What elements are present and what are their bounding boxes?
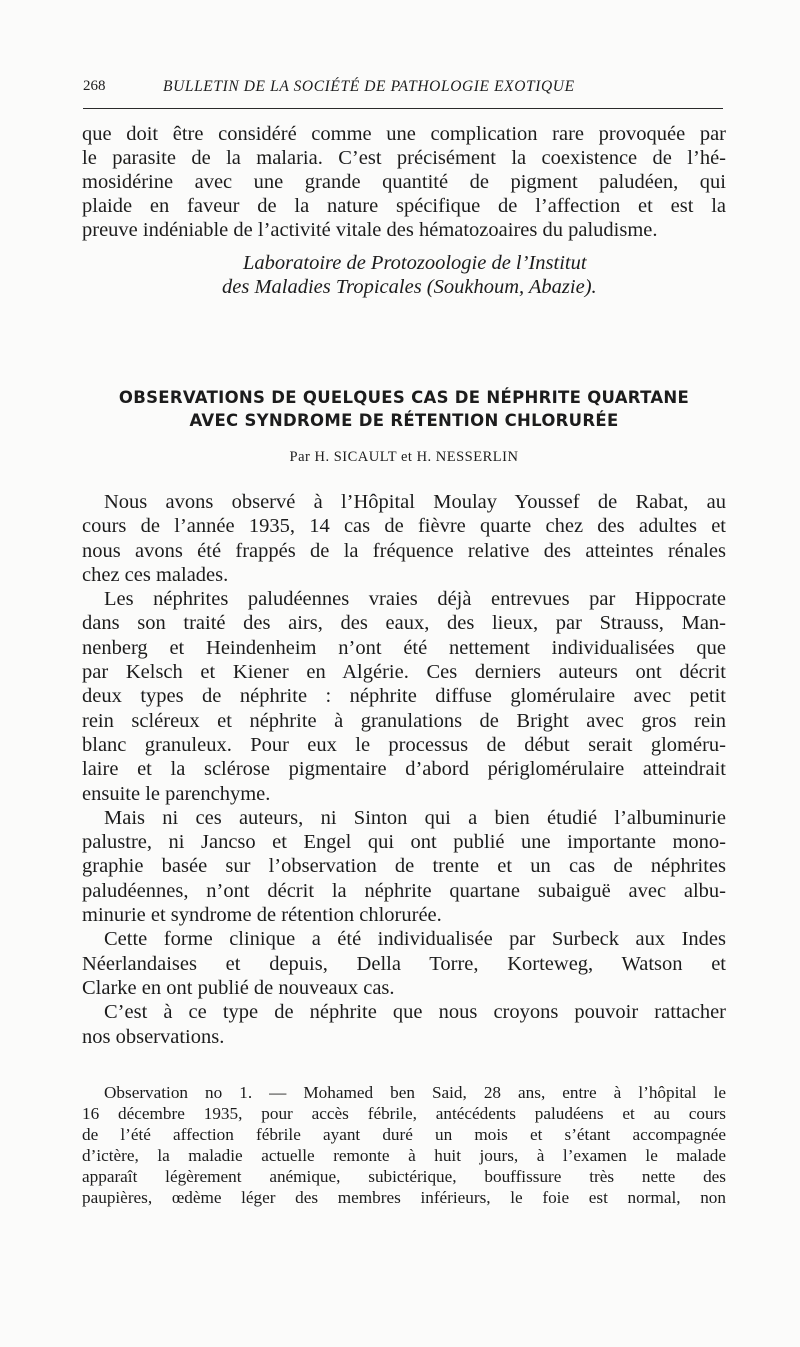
article-title-line-1: OBSERVATIONS DE QUELQUES CAS DE NÉPHRITE QUARTANE: [118, 388, 690, 407]
observation-1: [82, 1082, 726, 1208]
text-line: deux types de néphrite : néphrite diffuse glomérulaire avec petit: [82, 685, 726, 708]
previous-article-ending: [82, 122, 726, 242]
text-line: nos observations.: [82, 1025, 225, 1048]
affiliation-line-1: Laboratoire de Protozoologie de l’Institut: [243, 252, 587, 274]
page-header: [83, 78, 723, 100]
text-line: nous avons été frappés de la fréquence relative des atteintes rénales: [82, 539, 726, 562]
article-title-line-2: AVEC SYNDROME DE RÉTENTION CHLORURÉE: [189, 411, 619, 430]
text-line: C’est à ce type de néphrite que nous croyons pouvoir rattacher: [104, 1001, 726, 1024]
text-line: plaide en faveur de la nature spécifique de l’affection et est la: [82, 195, 726, 217]
running-title: BULLETIN DE LA SOCIÉTÉ DE PATHOLOGIE EXOTIQUE: [163, 78, 575, 95]
text-line: Observation no 1. — Mohamed ben Said, 28 ans, entre à l’hôpital le: [104, 1083, 726, 1102]
text-line: palustre, ni Jancso et Engel qui ont publié une importante mono-: [82, 831, 726, 854]
text-line: blanc granuleux. Pour eux le processus de début serait gloméru-: [82, 733, 726, 756]
text-line: 16 décembre 1935, pour accès fébrile, antécédents paludéens et au cours: [82, 1104, 726, 1123]
text-line: Les néphrites paludéennes vraies déjà entrevues par Hippocrate: [104, 588, 726, 611]
page-number: 268: [83, 78, 106, 94]
article-byline: Par H. SICAULT et H. NESSERLIN: [289, 449, 519, 465]
text-line: Cette forme clinique a été individualisée par Surbeck aux Indes: [104, 928, 726, 951]
text-line: que doit être considéré comme une complication rare provoquée par: [82, 123, 726, 145]
text-line: paludéennes, n’ont décrit la néphrite quartane subaiguë avec albu-: [82, 879, 726, 902]
affiliation-line-2: des Maladies Tropicales (Soukhoum, Abazie).: [222, 276, 597, 298]
article-body: [82, 490, 726, 1049]
text-line: Mais ni ces auteurs, ni Sinton qui a bien étudié l’albuminurie: [104, 806, 726, 829]
text-line: par Kelsch et Kiener en Algérie. Ces derniers auteurs ont décrit: [82, 661, 726, 684]
text-line: nenberg et Heindenheim n’ont été nettement individualisées que: [82, 636, 726, 659]
text-line: de l’été affection fébrile ayant duré un mois et s’étant accompagnée: [82, 1125, 726, 1144]
text-line: d’ictère, la maladie actuelle remonte à huit jours, à l’examen le malade: [82, 1146, 726, 1165]
text-line: graphie basée sur l’observation de trente et un cas de néphrites: [82, 855, 726, 878]
text-line: Néerlandaises et depuis, Della Torre, Korteweg, Watson et: [82, 952, 726, 975]
text-line: mosidérine avec une grande quantité de pigment paludéen, qui: [82, 171, 726, 193]
text-line: apparaît légèrement anémique, subictérique, bouffissure très nette des: [82, 1167, 726, 1186]
text-line: dans son traité des airs, des eaux, des lieux, par Strauss, Man-: [82, 612, 726, 635]
text-line: preuve indéniable de l’activité vitale des hématozoaires du paludisme.: [82, 219, 658, 241]
text-line: cours de l’année 1935, 14 cas de fièvre quarte chez des adultes et: [82, 515, 726, 538]
text-line: chez ces malades.: [82, 563, 229, 586]
text-line: le parasite de la malaria. C’est précisément la coexistence de l’hé-: [82, 147, 726, 169]
text-line: Clarke en ont publié de nouveaux cas.: [82, 976, 395, 999]
text-line: paupières, œdème léger des membres inférieurs, le foie est normal, non: [82, 1188, 726, 1207]
text-line: rein scléreux et néphrite à granulations de Bright avec gros rein: [82, 709, 726, 732]
text-line: Nous avons observé à l’Hôpital Moulay Youssef de Rabat, au: [104, 491, 726, 513]
text-line: minurie et syndrome de rétention chlorurée.: [82, 904, 442, 927]
text-line: laire et la sclérose pigmentaire d’abord périglomérulaire atteindrait: [82, 758, 726, 781]
header-rule: [83, 108, 723, 109]
text-line: ensuite le parenchyme.: [82, 782, 271, 805]
